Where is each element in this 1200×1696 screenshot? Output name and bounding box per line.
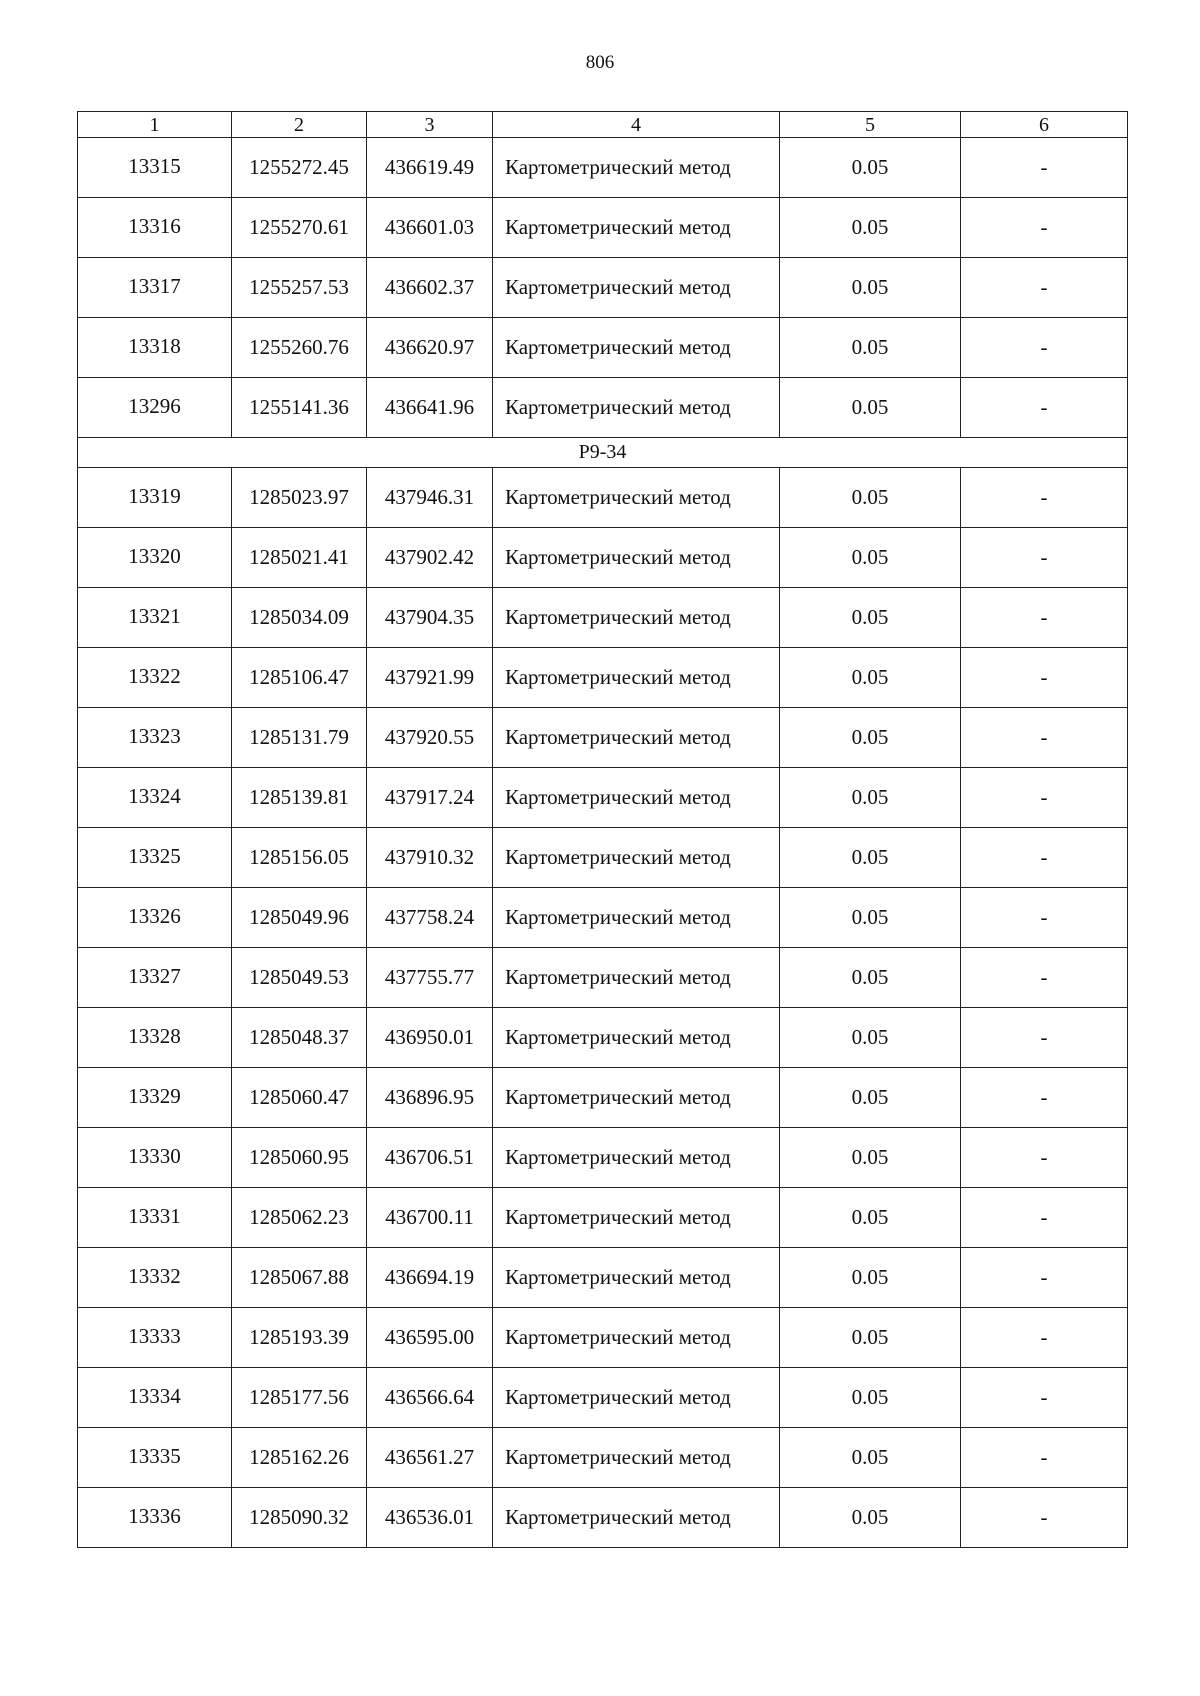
- note-cell: -: [961, 318, 1128, 378]
- table-row: [78, 588, 1128, 648]
- coordinates-table: [77, 111, 1128, 1548]
- page-number: 806: [585, 52, 615, 73]
- method-cell: Картометрический метод: [493, 258, 780, 318]
- point-number-cell: 13332: [78, 1248, 232, 1308]
- coordinate-y-cell: 437917.24: [367, 768, 493, 828]
- method-cell: Картометрический метод: [493, 1248, 780, 1308]
- column-header: 4: [493, 112, 780, 138]
- point-number-cell: 13333: [78, 1308, 232, 1368]
- coordinate-x-cell: 1255141.36: [232, 378, 367, 438]
- accuracy-cell: 0.05: [780, 198, 961, 258]
- coordinate-y-cell: 436641.96: [367, 378, 493, 438]
- note-cell: -: [961, 1008, 1128, 1068]
- table-row: [78, 468, 1128, 528]
- point-number-cell: 13322: [78, 648, 232, 708]
- coordinate-y-cell: 437902.42: [367, 528, 493, 588]
- point-number-cell: 13335: [78, 1428, 232, 1488]
- accuracy-cell: 0.05: [780, 1308, 961, 1368]
- accuracy-cell: 0.05: [780, 318, 961, 378]
- accuracy-cell: 0.05: [780, 1188, 961, 1248]
- method-cell: Картометрический метод: [493, 648, 780, 708]
- method-cell: Картометрический метод: [493, 468, 780, 528]
- table-row: [78, 138, 1128, 198]
- method-cell: Картометрический метод: [493, 1068, 780, 1128]
- coordinate-x-cell: 1285139.81: [232, 768, 367, 828]
- method-cell: Картометрический метод: [493, 768, 780, 828]
- note-cell: -: [961, 378, 1128, 438]
- method-cell: Картометрический метод: [493, 528, 780, 588]
- note-cell: -: [961, 888, 1128, 948]
- point-number-cell: 13320: [78, 528, 232, 588]
- coordinate-y-cell: 436602.37: [367, 258, 493, 318]
- column-header: 2: [232, 112, 367, 138]
- coordinate-x-cell: 1285106.47: [232, 648, 367, 708]
- column-header: 1: [78, 112, 232, 138]
- coordinate-x-cell: 1285156.05: [232, 828, 367, 888]
- coordinate-x-cell: 1285162.26: [232, 1428, 367, 1488]
- note-cell: -: [961, 528, 1128, 588]
- accuracy-cell: 0.05: [780, 1128, 961, 1188]
- accuracy-cell: 0.05: [780, 1428, 961, 1488]
- accuracy-cell: 0.05: [780, 708, 961, 768]
- column-header: 3: [367, 112, 493, 138]
- coordinate-y-cell: 436620.97: [367, 318, 493, 378]
- method-cell: Картометрический метод: [493, 1188, 780, 1248]
- point-number-cell: 13296: [78, 378, 232, 438]
- coordinate-y-cell: 436619.49: [367, 138, 493, 198]
- coordinate-x-cell: 1285067.88: [232, 1248, 367, 1308]
- point-number-cell: 13331: [78, 1188, 232, 1248]
- method-cell: Картометрический метод: [493, 1428, 780, 1488]
- note-cell: -: [961, 708, 1128, 768]
- accuracy-cell: 0.05: [780, 1248, 961, 1308]
- method-cell: Картометрический метод: [493, 948, 780, 1008]
- table-row: [78, 708, 1128, 768]
- coordinate-x-cell: 1255272.45: [232, 138, 367, 198]
- point-number-cell: 13325: [78, 828, 232, 888]
- table-row: [78, 1008, 1128, 1068]
- note-cell: -: [961, 198, 1128, 258]
- method-cell: Картометрический метод: [493, 1488, 780, 1548]
- accuracy-cell: 0.05: [780, 1488, 961, 1548]
- note-cell: -: [961, 1248, 1128, 1308]
- method-cell: Картометрический метод: [493, 888, 780, 948]
- note-cell: -: [961, 138, 1128, 198]
- method-cell: Картометрический метод: [493, 138, 780, 198]
- accuracy-cell: 0.05: [780, 588, 961, 648]
- method-cell: Картометрический метод: [493, 1308, 780, 1368]
- coordinate-x-cell: 1285034.09: [232, 588, 367, 648]
- accuracy-cell: 0.05: [780, 528, 961, 588]
- note-cell: -: [961, 648, 1128, 708]
- note-cell: -: [961, 768, 1128, 828]
- coordinate-x-cell: 1285048.37: [232, 1008, 367, 1068]
- point-number-cell: 13334: [78, 1368, 232, 1428]
- coordinate-y-cell: 436566.64: [367, 1368, 493, 1428]
- table-row: [78, 1188, 1128, 1248]
- column-header: 6: [961, 112, 1128, 138]
- method-cell: Картометрический метод: [493, 828, 780, 888]
- coordinate-x-cell: 1255257.53: [232, 258, 367, 318]
- accuracy-cell: 0.05: [780, 948, 961, 1008]
- table-row: [78, 1488, 1128, 1548]
- coordinate-x-cell: 1285049.53: [232, 948, 367, 1008]
- table-row: [78, 828, 1128, 888]
- coordinate-x-cell: 1285062.23: [232, 1188, 367, 1248]
- table-row: [78, 318, 1128, 378]
- table-body: [78, 112, 1128, 1548]
- point-number-cell: 13324: [78, 768, 232, 828]
- coordinate-y-cell: 437755.77: [367, 948, 493, 1008]
- point-number-cell: 13326: [78, 888, 232, 948]
- method-cell: Картометрический метод: [493, 198, 780, 258]
- table-row: [78, 378, 1128, 438]
- table-row: [78, 648, 1128, 708]
- accuracy-cell: 0.05: [780, 138, 961, 198]
- accuracy-cell: 0.05: [780, 768, 961, 828]
- point-number-cell: 13323: [78, 708, 232, 768]
- table-row: [78, 1128, 1128, 1188]
- point-number-cell: 13336: [78, 1488, 232, 1548]
- method-cell: Картометрический метод: [493, 1008, 780, 1068]
- coordinate-y-cell: 436706.51: [367, 1128, 493, 1188]
- coordinate-x-cell: 1255270.61: [232, 198, 367, 258]
- coordinate-y-cell: 437920.55: [367, 708, 493, 768]
- coordinate-y-cell: 436700.11: [367, 1188, 493, 1248]
- accuracy-cell: 0.05: [780, 1068, 961, 1128]
- note-cell: -: [961, 1428, 1128, 1488]
- note-cell: -: [961, 948, 1128, 1008]
- section-header-row: [78, 438, 1128, 468]
- coordinate-y-cell: 436694.19: [367, 1248, 493, 1308]
- note-cell: -: [961, 588, 1128, 648]
- point-number-cell: 13329: [78, 1068, 232, 1128]
- method-cell: Картометрический метод: [493, 1128, 780, 1188]
- coordinate-y-cell: 436601.03: [367, 198, 493, 258]
- table-row: [78, 768, 1128, 828]
- accuracy-cell: 0.05: [780, 1008, 961, 1068]
- coordinate-y-cell: 436561.27: [367, 1428, 493, 1488]
- coordinate-x-cell: 1285193.39: [232, 1308, 367, 1368]
- method-cell: Картометрический метод: [493, 708, 780, 768]
- column-header-row: [78, 112, 1128, 138]
- point-number-cell: 13316: [78, 198, 232, 258]
- point-number-cell: 13321: [78, 588, 232, 648]
- table-row: [78, 948, 1128, 1008]
- point-number-cell: 13319: [78, 468, 232, 528]
- table-row: [78, 1308, 1128, 1368]
- accuracy-cell: 0.05: [780, 1368, 961, 1428]
- coordinate-y-cell: 437910.32: [367, 828, 493, 888]
- coordinate-x-cell: 1285060.95: [232, 1128, 367, 1188]
- note-cell: -: [961, 468, 1128, 528]
- note-cell: -: [961, 828, 1128, 888]
- method-cell: Картометрический метод: [493, 378, 780, 438]
- coordinate-y-cell: 436536.01: [367, 1488, 493, 1548]
- point-number-cell: 13327: [78, 948, 232, 1008]
- method-cell: Картометрический метод: [493, 318, 780, 378]
- point-number-cell: 13315: [78, 138, 232, 198]
- table-row: [78, 1068, 1128, 1128]
- accuracy-cell: 0.05: [780, 258, 961, 318]
- accuracy-cell: 0.05: [780, 888, 961, 948]
- table-row: [78, 1428, 1128, 1488]
- coordinate-y-cell: 436896.95: [367, 1068, 493, 1128]
- note-cell: -: [961, 1188, 1128, 1248]
- method-cell: Картометрический метод: [493, 1368, 780, 1428]
- method-cell: Картометрический метод: [493, 588, 780, 648]
- accuracy-cell: 0.05: [780, 378, 961, 438]
- note-cell: -: [961, 1308, 1128, 1368]
- coordinate-y-cell: 437904.35: [367, 588, 493, 648]
- coordinate-y-cell: 437946.31: [367, 468, 493, 528]
- coordinate-x-cell: 1285021.41: [232, 528, 367, 588]
- table-row: [78, 888, 1128, 948]
- note-cell: -: [961, 1488, 1128, 1548]
- coordinate-x-cell: 1285060.47: [232, 1068, 367, 1128]
- note-cell: -: [961, 1068, 1128, 1128]
- coordinate-x-cell: 1285023.97: [232, 468, 367, 528]
- coordinate-x-cell: 1255260.76: [232, 318, 367, 378]
- table-row: [78, 1368, 1128, 1428]
- point-number-cell: 13330: [78, 1128, 232, 1188]
- coordinate-x-cell: 1285177.56: [232, 1368, 367, 1428]
- accuracy-cell: 0.05: [780, 648, 961, 708]
- table-row: [78, 528, 1128, 588]
- section-label: Р9-34: [78, 438, 1128, 468]
- table-row: [78, 1248, 1128, 1308]
- point-number-cell: 13328: [78, 1008, 232, 1068]
- accuracy-cell: 0.05: [780, 828, 961, 888]
- coordinate-x-cell: 1285131.79: [232, 708, 367, 768]
- table-row: [78, 258, 1128, 318]
- note-cell: -: [961, 1368, 1128, 1428]
- table-row: [78, 198, 1128, 258]
- coordinate-x-cell: 1285090.32: [232, 1488, 367, 1548]
- coordinate-y-cell: 437921.99: [367, 648, 493, 708]
- column-header: 5: [780, 112, 961, 138]
- point-number-cell: 13318: [78, 318, 232, 378]
- note-cell: -: [961, 1128, 1128, 1188]
- note-cell: -: [961, 258, 1128, 318]
- point-number-cell: 13317: [78, 258, 232, 318]
- coordinate-x-cell: 1285049.96: [232, 888, 367, 948]
- accuracy-cell: 0.05: [780, 468, 961, 528]
- coordinate-y-cell: 436595.00: [367, 1308, 493, 1368]
- coordinate-y-cell: 436950.01: [367, 1008, 493, 1068]
- coordinate-y-cell: 437758.24: [367, 888, 493, 948]
